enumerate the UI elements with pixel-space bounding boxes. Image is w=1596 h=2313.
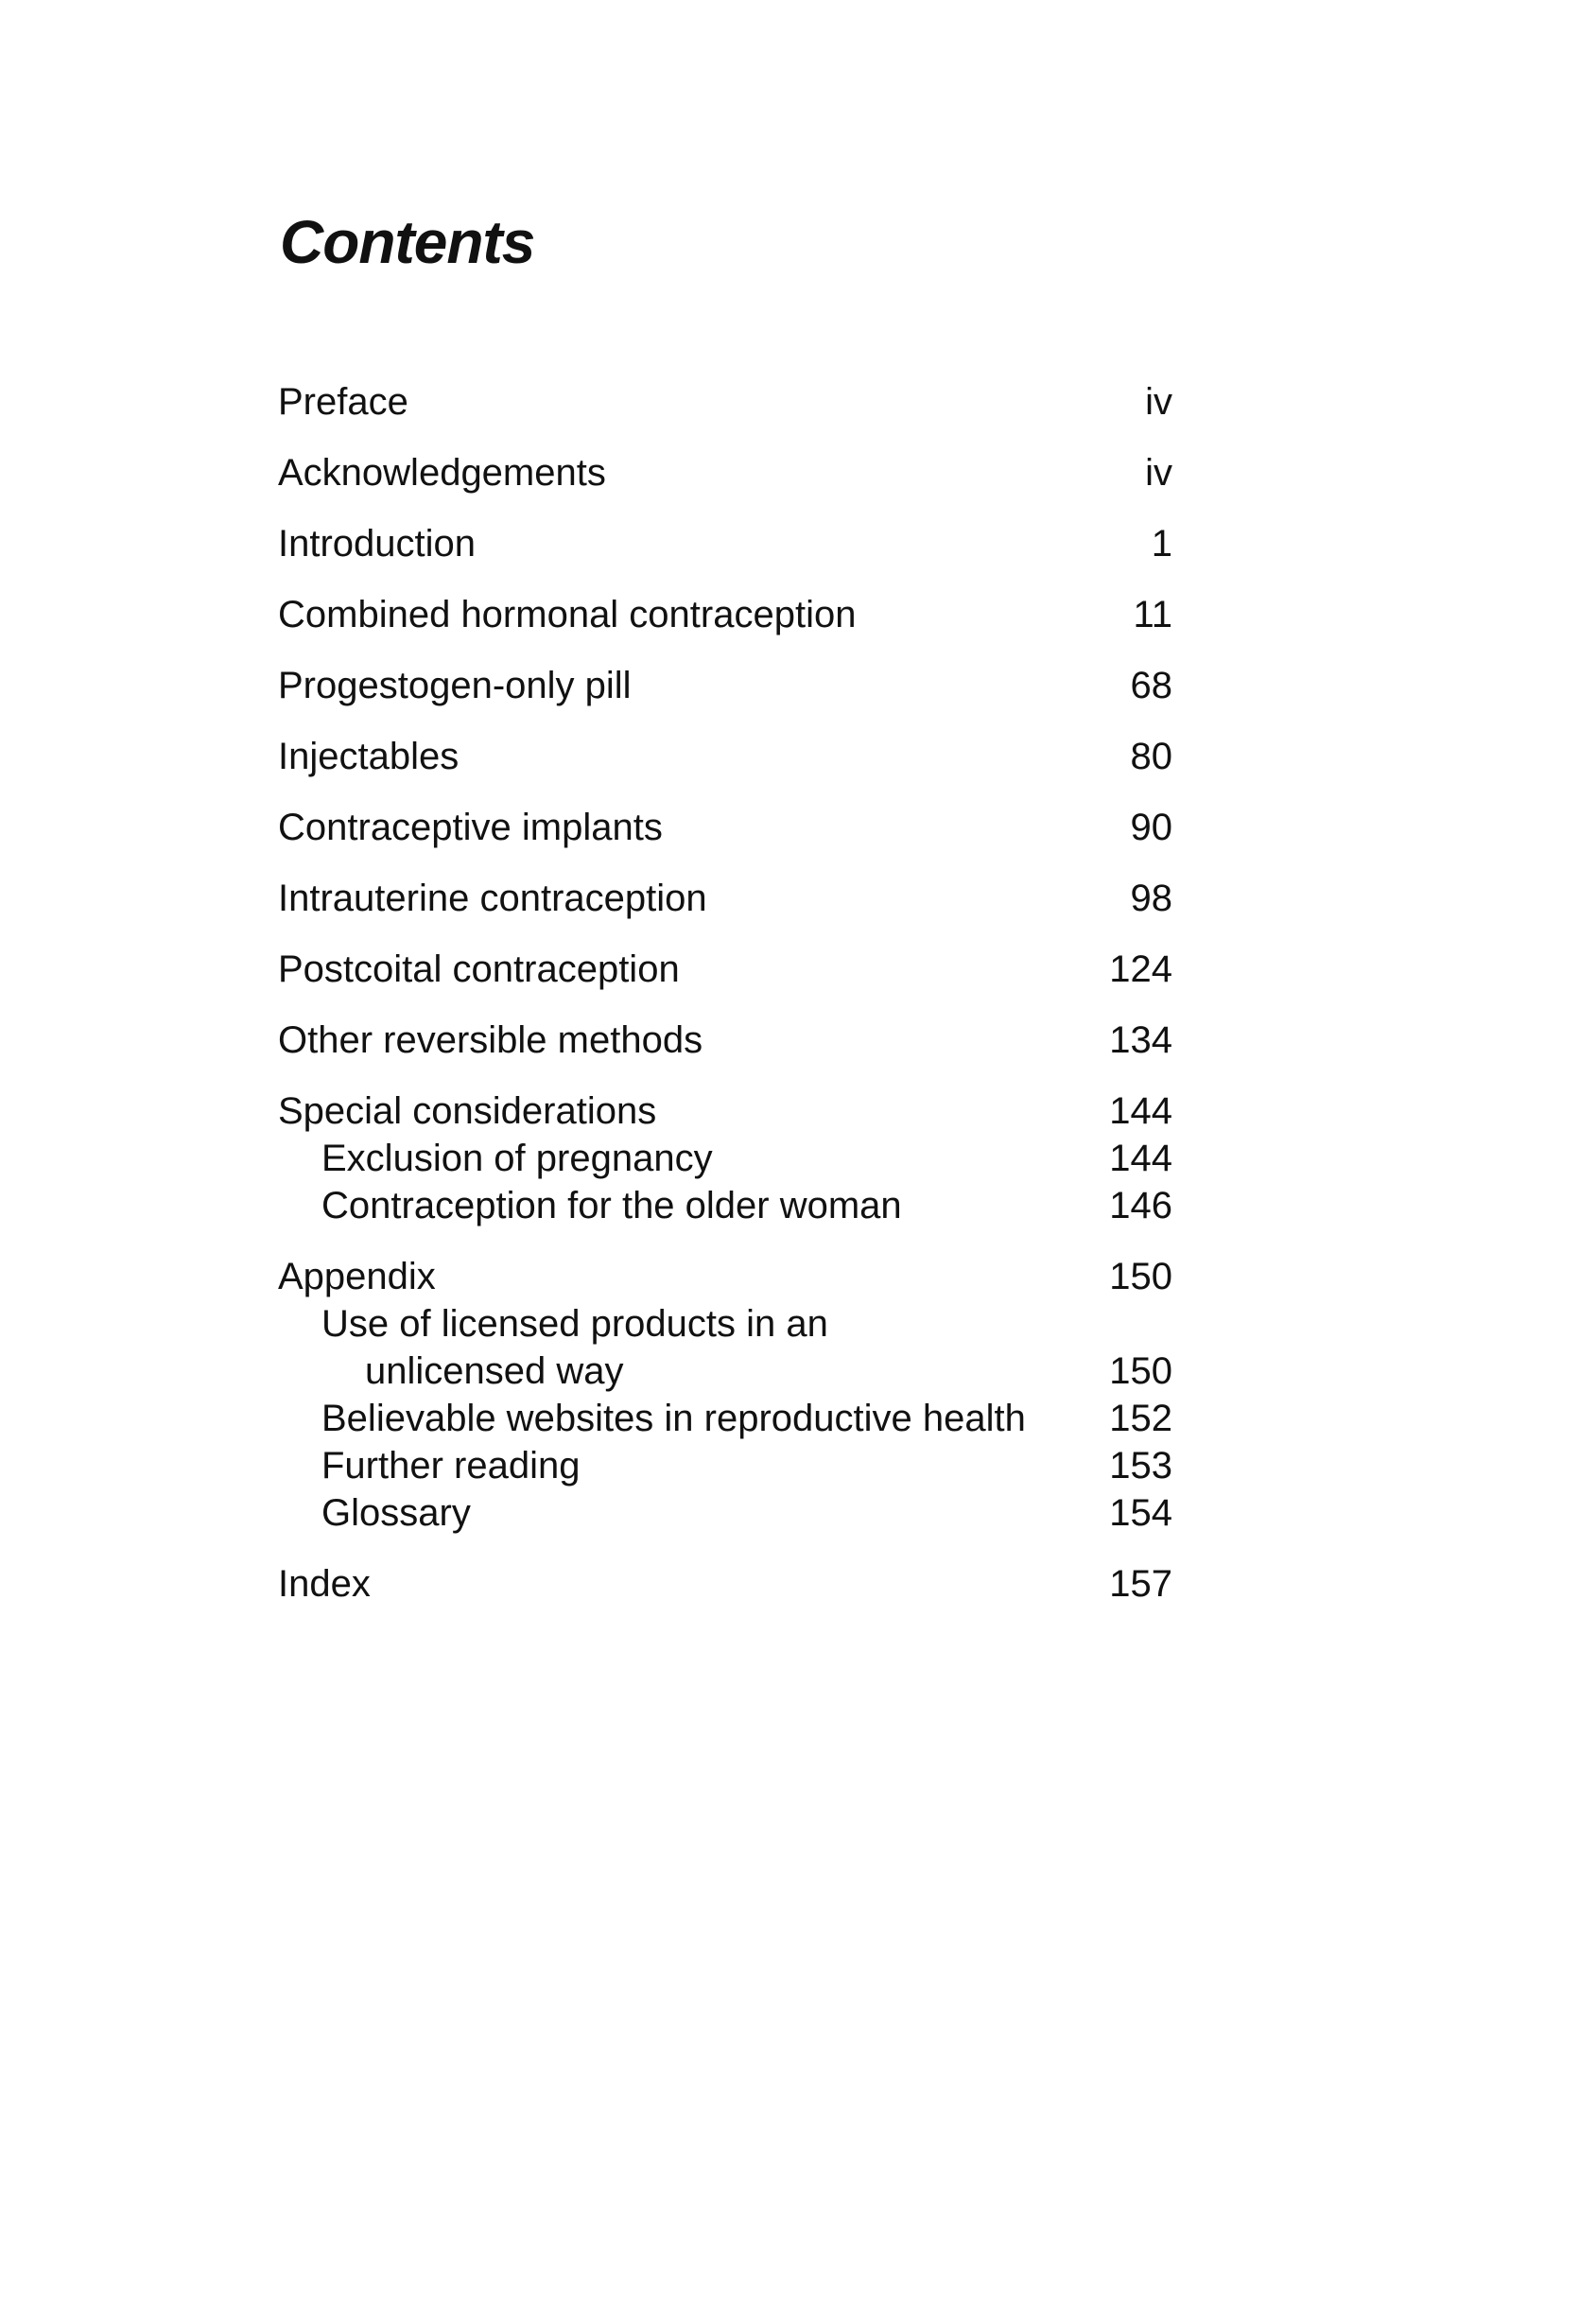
toc-entry-special-considerations[interactable]	[278, 1087, 1172, 1135]
toc-group	[278, 1017, 1172, 1064]
toc-entry-use-of-licensed-products[interactable]	[278, 1300, 1172, 1348]
toc-entry-page: iv	[1145, 381, 1172, 423]
toc-entry-page: 80	[1130, 736, 1172, 777]
toc-entry-title: Progestogen-only pill	[278, 665, 632, 706]
toc-entry-page: 134	[1109, 1019, 1172, 1061]
toc-entry-other-reversible-methods[interactable]	[278, 1017, 1172, 1064]
toc-entry-title: Use of licensed products in an	[321, 1303, 828, 1345]
toc-entry-page: 146	[1109, 1185, 1172, 1226]
toc-entry-title: Injectables	[278, 736, 460, 777]
toc-entry-page: 68	[1130, 665, 1172, 706]
page-title: Contents	[280, 208, 535, 276]
toc-entry-title: Exclusion of pregnancy	[321, 1138, 713, 1179]
toc-group	[278, 1253, 1172, 1537]
toc-group	[278, 449, 1172, 496]
toc-entry-page: 11	[1133, 594, 1172, 635]
toc-entry-page: 152	[1109, 1398, 1172, 1439]
toc-entry-title: Contraception for the older woman	[321, 1185, 902, 1226]
toc-entry-injectables[interactable]	[278, 733, 1172, 780]
toc-entry-page: 150	[1109, 1350, 1172, 1392]
toc-entry-page: 150	[1109, 1256, 1172, 1297]
toc-entry-index[interactable]	[278, 1560, 1172, 1608]
toc-group	[278, 378, 1172, 426]
toc-entry-page: 1	[1151, 523, 1172, 565]
toc-group	[278, 875, 1172, 922]
toc-entry-page: 154	[1109, 1492, 1172, 1534]
toc-entry-unlicensed-way[interactable]	[278, 1348, 1172, 1395]
toc-entry-acknowledgements[interactable]	[278, 449, 1172, 496]
toc-group	[278, 520, 1172, 567]
toc-entry-appendix[interactable]	[278, 1253, 1172, 1300]
toc-entry-page: 144	[1109, 1138, 1172, 1179]
toc-entry-postcoital-contraception[interactable]	[278, 946, 1172, 993]
toc-entry-title: Believable websites in reproductive health	[321, 1398, 1026, 1439]
toc-group	[278, 591, 1172, 638]
toc-entry-page: 153	[1109, 1445, 1172, 1487]
toc-entry-believable-websites[interactable]	[278, 1395, 1172, 1442]
toc-group	[278, 1087, 1172, 1229]
toc-entry-page: 144	[1109, 1090, 1172, 1132]
toc-entry-further-reading[interactable]	[278, 1442, 1172, 1489]
toc-entry-title: Glossary	[321, 1492, 471, 1534]
toc-entry-title: Preface	[278, 381, 408, 423]
toc-group	[278, 662, 1172, 709]
toc-entry-intrauterine-contraception[interactable]	[278, 875, 1172, 922]
toc-entry-page: iv	[1145, 452, 1172, 494]
toc-entry-title: Further reading	[321, 1445, 581, 1487]
toc-entry-title: Combined hormonal contraception	[278, 594, 857, 635]
table-of-contents	[278, 378, 1172, 1631]
toc-entry-page: 124	[1109, 948, 1172, 990]
toc-entry-preface[interactable]	[278, 378, 1172, 426]
toc-group	[278, 733, 1172, 780]
toc-entry-title: Special considerations	[278, 1090, 657, 1132]
toc-entry-title: Postcoital contraception	[278, 948, 680, 990]
toc-entry-progestogen-only-pill[interactable]	[278, 662, 1172, 709]
toc-entry-introduction[interactable]	[278, 520, 1172, 567]
toc-entry-page: 98	[1130, 878, 1172, 919]
toc-entry-title: Contraceptive implants	[278, 807, 663, 848]
toc-entry-page: 90	[1130, 807, 1172, 848]
toc-entry-contraception-for-the-older-woman[interactable]	[278, 1182, 1172, 1229]
toc-entry-title: Introduction	[278, 523, 477, 565]
toc-entry-exclusion-of-pregnancy[interactable]	[278, 1135, 1172, 1182]
toc-entry-combined-hormonal-contraception[interactable]	[278, 591, 1172, 638]
toc-entry-title: Intrauterine contraception	[278, 878, 707, 919]
toc-entry-page: 157	[1109, 1563, 1172, 1605]
toc-group	[278, 946, 1172, 993]
toc-group	[278, 1560, 1172, 1608]
toc-group	[278, 804, 1172, 851]
toc-entry-glossary[interactable]	[278, 1489, 1172, 1537]
toc-entry-title: Appendix	[278, 1256, 436, 1297]
toc-entry-title: Acknowledgements	[278, 452, 606, 494]
toc-entry-contraceptive-implants[interactable]	[278, 804, 1172, 851]
toc-entry-title: Other reversible methods	[278, 1019, 703, 1061]
toc-entry-title: unlicensed way	[365, 1350, 624, 1392]
toc-entry-title: Index	[278, 1563, 371, 1605]
